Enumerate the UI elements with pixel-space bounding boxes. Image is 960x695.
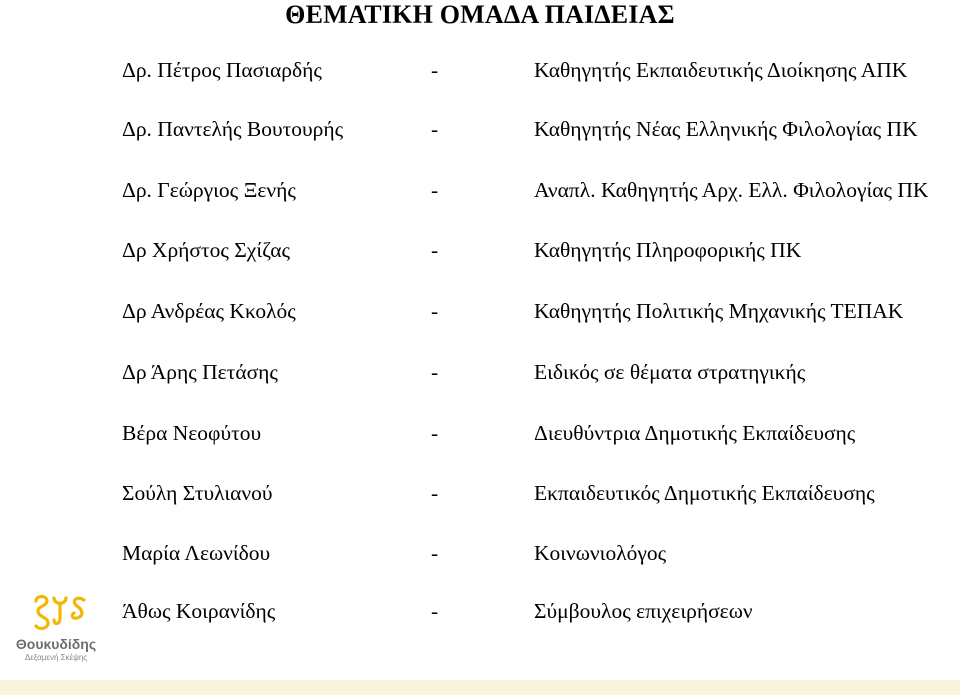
member-name: Δρ Ανδρέας Κκολός bbox=[122, 299, 296, 323]
page-title bbox=[0, 0, 960, 30]
member-name: Δρ. Γεώργιος Ξενής bbox=[122, 178, 296, 202]
separator-dash: - bbox=[431, 421, 439, 445]
thucydides-logo-mark-icon bbox=[30, 592, 90, 632]
member-row bbox=[0, 538, 960, 568]
separator-dash: - bbox=[431, 238, 439, 262]
member-row bbox=[0, 235, 960, 265]
member-name: Δρ. Παντελής Βουτουρής bbox=[122, 117, 344, 141]
separator-dash: - bbox=[431, 599, 439, 623]
separator-dash: - bbox=[431, 299, 439, 323]
member-name: Δρ. Πέτρος Πασιαρδής bbox=[122, 58, 322, 82]
logo-tagline: Δεξαμενή Σκέψης bbox=[24, 653, 88, 662]
member-name: Δρ Άρης Πετάσης bbox=[122, 360, 278, 384]
member-name: Σούλη Στυλιανού bbox=[122, 481, 273, 505]
separator-dash: - bbox=[431, 541, 439, 565]
member-role: Καθηγητής Εκπαιδευτικής Διοίκησης ΑΠΚ bbox=[534, 58, 908, 82]
member-role: Καθηγητής Πολιτικής Μηχανικής ΤΕΠΑΚ bbox=[534, 299, 904, 323]
member-role: Αναπλ. Καθηγητής Αρχ. Ελλ. Φιλολογίας ΠΚ bbox=[534, 178, 929, 202]
organization-logo bbox=[8, 592, 104, 674]
member-row bbox=[0, 114, 960, 144]
separator-dash: - bbox=[431, 117, 439, 141]
member-role: Ειδικός σε θέματα στρατηγικής bbox=[534, 360, 806, 384]
member-name: Άθως Κοιρανίδης bbox=[122, 599, 276, 623]
member-row bbox=[0, 296, 960, 326]
member-name: Βέρα Νεοφύτου bbox=[122, 421, 262, 445]
member-row bbox=[0, 418, 960, 448]
member-row bbox=[0, 357, 960, 387]
separator-dash: - bbox=[431, 58, 439, 82]
member-role: Καθηγητής Νέας Ελληνικής Φιλολογίας ΠΚ bbox=[534, 117, 918, 141]
member-row bbox=[0, 478, 960, 508]
member-role: Καθηγητής Πληροφορικής ΠΚ bbox=[534, 238, 802, 262]
separator-dash: - bbox=[431, 481, 439, 505]
bottom-bar bbox=[0, 680, 960, 695]
member-row bbox=[0, 175, 960, 205]
member-role: Κοινωνιολόγος bbox=[534, 541, 667, 565]
member-row bbox=[0, 596, 960, 626]
member-name: Δρ Χρήστος Σχίζας bbox=[122, 238, 291, 262]
separator-dash: - bbox=[431, 360, 439, 384]
logo-name: Θουκυδίδης bbox=[15, 636, 97, 652]
separator-dash: - bbox=[431, 178, 439, 202]
member-row bbox=[0, 55, 960, 85]
member-role: Διευθύντρια Δημοτικής Εκπαίδευσης bbox=[534, 421, 856, 445]
member-role: Εκπαιδευτικός Δημοτικής Εκπαίδευσης bbox=[534, 481, 875, 505]
member-name: Μαρία Λεωνίδου bbox=[122, 541, 271, 565]
page-title-text: ΘΕΜΑΤΙΚΗ ΟΜΑΔΑ ΠΑΙΔΕΙΑΣ bbox=[285, 0, 675, 29]
member-role: Σύμβουλος επιχειρήσεων bbox=[534, 599, 753, 623]
